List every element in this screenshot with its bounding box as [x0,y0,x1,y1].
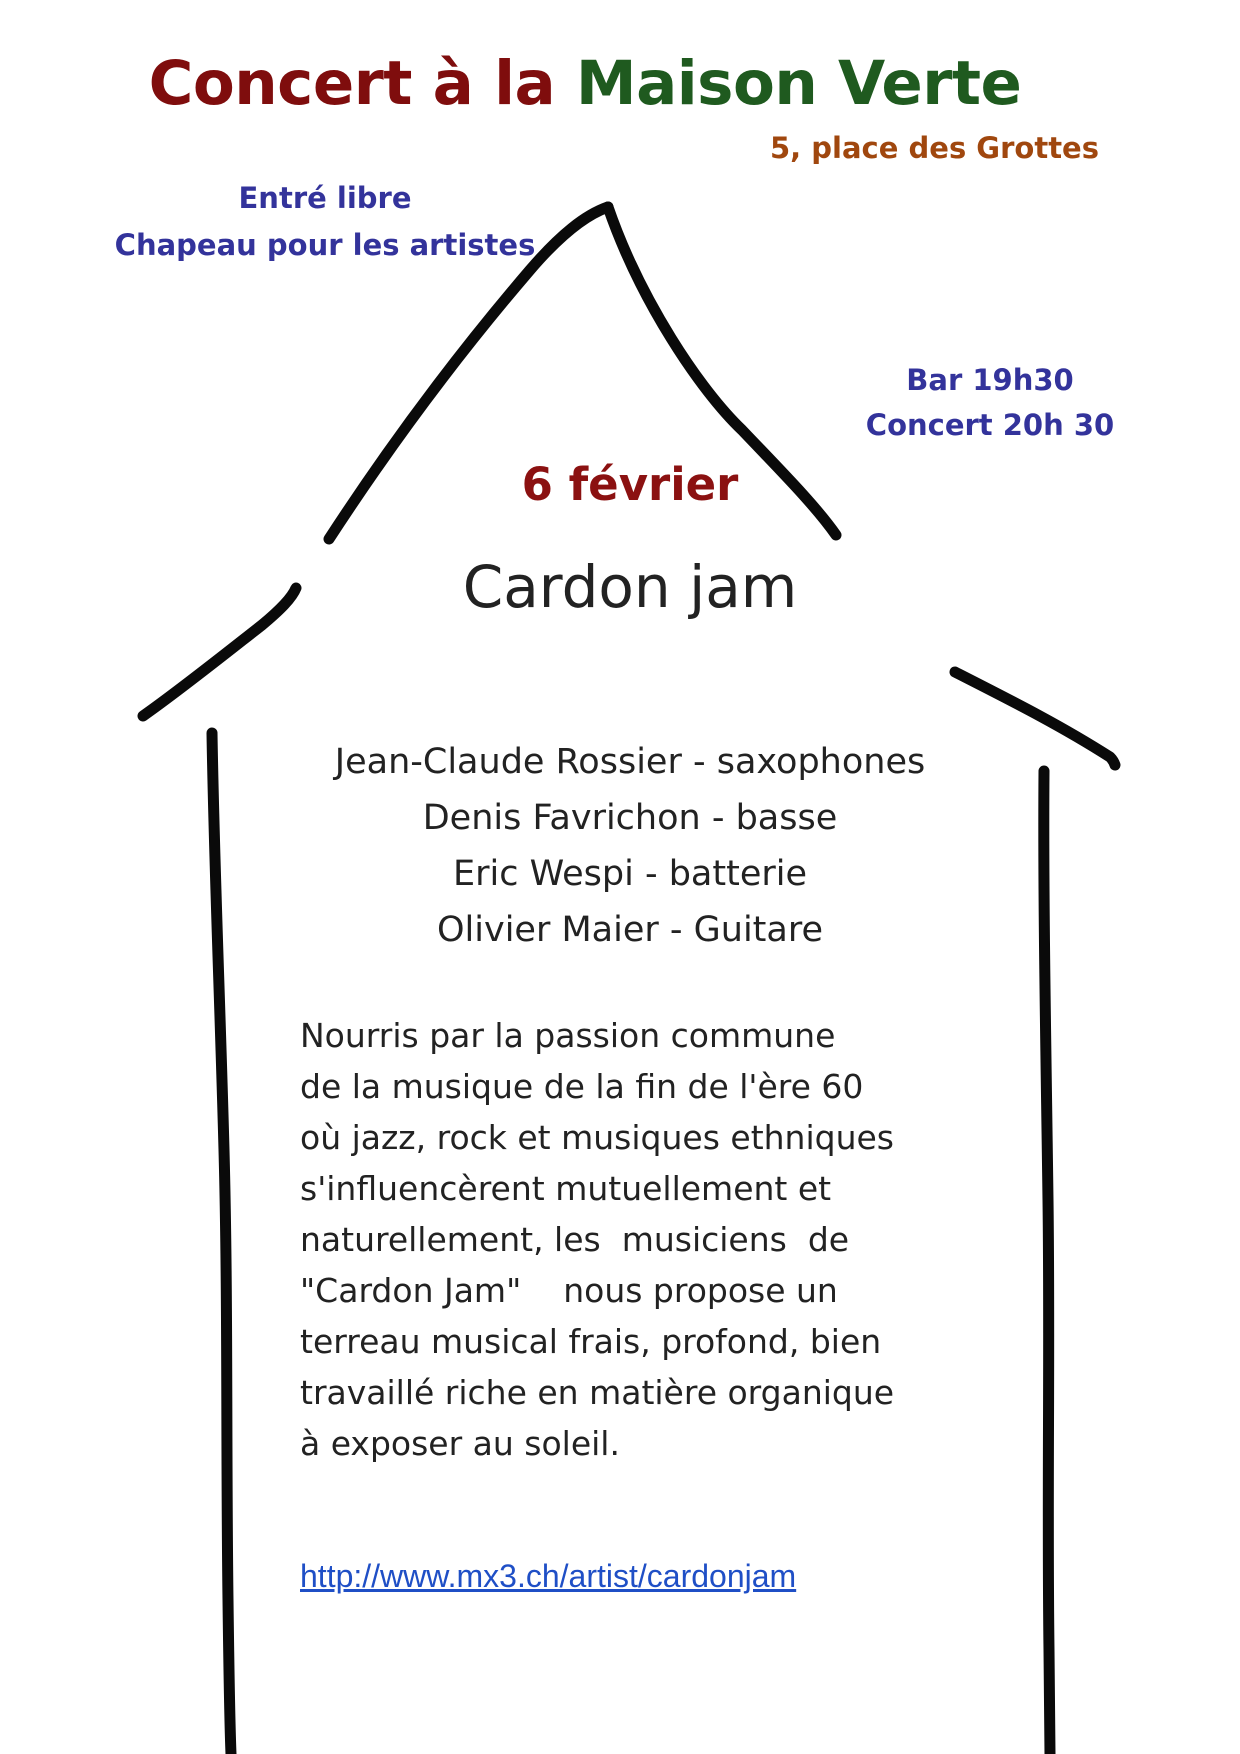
concert-time: Concert 20h 30 [865,408,1115,442]
description-line: Nourris par la passion commune [300,1016,836,1055]
description-line: travaillé riche en matière organique [300,1373,895,1412]
bar-time: Bar 19h30 [906,363,1074,397]
musician-item: Olivier Maier - Guitare [436,910,823,950]
entry-info [110,175,540,269]
entry-hat-text: Chapeau pour les artistes [114,228,536,262]
description-line: de la musique de la fin de l'ère 60 [300,1067,864,1106]
schedule-info [840,358,1140,448]
concert-date: 6 février [521,458,739,511]
title-part-verte: Verte [817,48,1022,119]
description-line: terreau musical frais, profond, bien [300,1322,882,1361]
title-part-maison: Maison [575,48,818,119]
musician-list [270,734,990,958]
entry-free-text: Entré libre [238,181,412,215]
musician-item: Eric Wespi - batterie [452,854,808,894]
artist-link[interactable]: http://www.mx3.ch/artist/cardonjam [300,1558,797,1594]
musician-item: Jean-Claude Rossier - saxophones [334,742,926,782]
venue-address: 5, place des Grottes [770,131,1099,165]
description-line: naturellement, les musiciens de [300,1220,850,1259]
description-line: "Cardon Jam" nous propose un [300,1271,838,1310]
description-line: s'influencèrent mutuellement et [300,1169,832,1208]
description-line: à exposer au soleil. [300,1424,620,1463]
musician-item: Denis Favrichon - basse [422,798,838,838]
description-line: où jazz, rock et musiques ethniques [300,1118,894,1157]
band-name: Cardon jam [462,553,798,621]
wall-left-stroke [212,733,231,1754]
eave-left-stroke [143,588,296,716]
poster-title [0,48,1170,119]
band-description [300,1010,940,1469]
title-part-concert: Concert à la [148,48,576,119]
wall-right-stroke [1044,771,1050,1754]
